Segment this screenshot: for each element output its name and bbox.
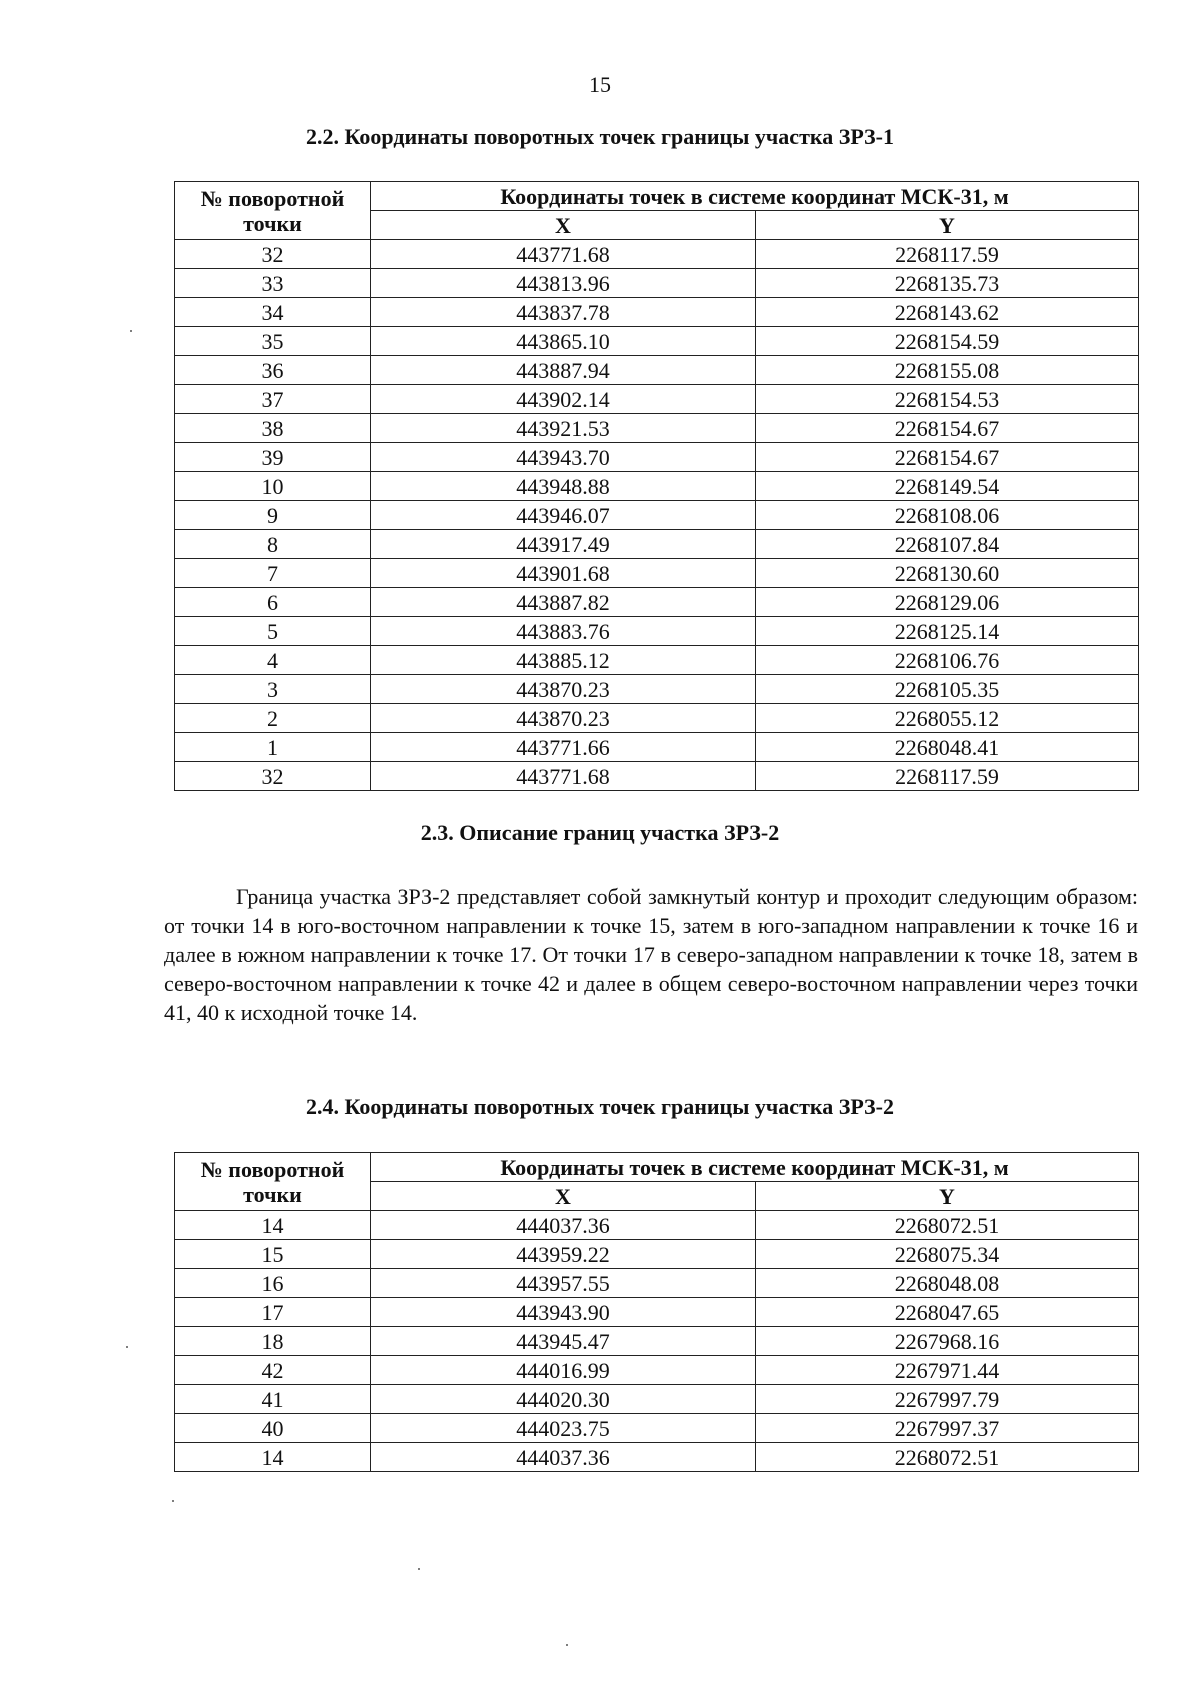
point-number-cell: 3 bbox=[175, 675, 371, 704]
x-coordinate-cell: 443948.88 bbox=[371, 472, 756, 501]
y-coordinate-cell: 2268047.65 bbox=[756, 1298, 1139, 1327]
table-row bbox=[175, 385, 1139, 414]
table-row bbox=[175, 1211, 1139, 1240]
y-coordinate-cell: 2268129.06 bbox=[756, 588, 1139, 617]
coordinates-table-zrz1 bbox=[174, 181, 1139, 791]
y-coordinate-cell: 2268055.12 bbox=[756, 704, 1139, 733]
y-coordinate-cell: 2268155.08 bbox=[756, 356, 1139, 385]
coordinates-header: Координаты точек в системе координат МСК-31, м bbox=[371, 182, 1139, 211]
x-coordinate-cell: 443887.94 bbox=[371, 356, 756, 385]
coordinates-table-zrz2 bbox=[174, 1152, 1139, 1472]
table-row bbox=[175, 617, 1139, 646]
table-row bbox=[175, 1240, 1139, 1269]
table-row bbox=[175, 1385, 1139, 1414]
table-row bbox=[175, 298, 1139, 327]
table-row bbox=[175, 1356, 1139, 1385]
point-number-cell: 34 bbox=[175, 298, 371, 327]
y-coordinate-cell: 2268143.62 bbox=[756, 298, 1139, 327]
x-coordinate-cell: 443870.23 bbox=[371, 704, 756, 733]
y-coordinate-cell: 2268105.35 bbox=[756, 675, 1139, 704]
y-coordinate-cell: 2268130.60 bbox=[756, 559, 1139, 588]
point-number-header: № поворотной точки bbox=[175, 182, 371, 240]
y-coordinate-cell: 2268117.59 bbox=[756, 762, 1139, 791]
x-coordinate-cell: 443771.68 bbox=[371, 762, 756, 791]
x-coordinate-cell: 444020.30 bbox=[371, 1385, 756, 1414]
point-number-cell: 32 bbox=[175, 240, 371, 269]
x-coordinate-cell: 443943.70 bbox=[371, 443, 756, 472]
x-header: X bbox=[371, 1182, 756, 1211]
point-number-cell: 40 bbox=[175, 1414, 371, 1443]
x-coordinate-cell: 443921.53 bbox=[371, 414, 756, 443]
table-row bbox=[175, 675, 1139, 704]
y-coordinate-cell: 2268125.14 bbox=[756, 617, 1139, 646]
table-row bbox=[175, 559, 1139, 588]
y-coordinate-cell: 2268135.73 bbox=[756, 269, 1139, 298]
table-row bbox=[175, 1414, 1139, 1443]
point-number-cell: 35 bbox=[175, 327, 371, 356]
x-coordinate-cell: 443959.22 bbox=[371, 1240, 756, 1269]
x-coordinate-cell: 443902.14 bbox=[371, 385, 756, 414]
table-row bbox=[175, 501, 1139, 530]
table-body-zrz1 bbox=[175, 240, 1139, 791]
y-header: Y bbox=[756, 1182, 1139, 1211]
x-coordinate-cell: 443957.55 bbox=[371, 1269, 756, 1298]
table-row bbox=[175, 530, 1139, 559]
point-number-cell: 9 bbox=[175, 501, 371, 530]
table-row bbox=[175, 240, 1139, 269]
point-number-cell: 33 bbox=[175, 269, 371, 298]
point-number-cell: 10 bbox=[175, 472, 371, 501]
point-number-cell: 38 bbox=[175, 414, 371, 443]
table-row bbox=[175, 1443, 1139, 1472]
y-coordinate-cell: 2267971.44 bbox=[756, 1356, 1139, 1385]
scan-speck bbox=[172, 1500, 174, 1502]
y-coordinate-cell: 2268072.51 bbox=[756, 1443, 1139, 1472]
table-row bbox=[175, 1269, 1139, 1298]
x-coordinate-cell: 444016.99 bbox=[371, 1356, 756, 1385]
y-coordinate-cell: 2268154.67 bbox=[756, 414, 1139, 443]
table-row bbox=[175, 1327, 1139, 1356]
table-row bbox=[175, 414, 1139, 443]
y-coordinate-cell: 2268108.06 bbox=[756, 501, 1139, 530]
table-row bbox=[175, 733, 1139, 762]
section-title-zrz2-coordinates: 2.4. Координаты поворотных точек границы участка ЗРЗ-2 bbox=[306, 1094, 894, 1119]
x-coordinate-cell: 443945.47 bbox=[371, 1327, 756, 1356]
y-coordinate-cell: 2268048.41 bbox=[756, 733, 1139, 762]
table-row bbox=[175, 1298, 1139, 1327]
y-header: Y bbox=[756, 211, 1139, 240]
x-coordinate-cell: 443883.76 bbox=[371, 617, 756, 646]
section-title-zrz1-coordinates: 2.2. Координаты поворотных точек границы участка ЗРЗ-1 bbox=[306, 124, 894, 149]
point-number-cell: 14 bbox=[175, 1443, 371, 1472]
table-row bbox=[175, 762, 1139, 791]
point-number-cell: 17 bbox=[175, 1298, 371, 1327]
point-number-cell: 16 bbox=[175, 1269, 371, 1298]
point-number-cell: 8 bbox=[175, 530, 371, 559]
point-number-cell: 36 bbox=[175, 356, 371, 385]
x-coordinate-cell: 443946.07 bbox=[371, 501, 756, 530]
x-coordinate-cell: 443771.66 bbox=[371, 733, 756, 762]
x-coordinate-cell: 444023.75 bbox=[371, 1414, 756, 1443]
x-header: X bbox=[371, 211, 756, 240]
scan-speck bbox=[126, 1346, 128, 1348]
point-number-cell: 39 bbox=[175, 443, 371, 472]
x-coordinate-cell: 443943.90 bbox=[371, 1298, 756, 1327]
point-number-cell: 42 bbox=[175, 1356, 371, 1385]
y-coordinate-cell: 2268107.84 bbox=[756, 530, 1139, 559]
x-coordinate-cell: 444037.36 bbox=[371, 1443, 756, 1472]
point-number-header: № поворотной точки bbox=[175, 1153, 371, 1211]
table-row bbox=[175, 704, 1139, 733]
scan-speck bbox=[566, 1644, 568, 1646]
scan-speck bbox=[418, 1568, 420, 1570]
x-coordinate-cell: 444037.36 bbox=[371, 1211, 756, 1240]
x-coordinate-cell: 443813.96 bbox=[371, 269, 756, 298]
x-coordinate-cell: 443771.68 bbox=[371, 240, 756, 269]
y-coordinate-cell: 2267997.37 bbox=[756, 1414, 1139, 1443]
point-number-cell: 32 bbox=[175, 762, 371, 791]
table-row bbox=[175, 588, 1139, 617]
y-coordinate-cell: 2268154.67 bbox=[756, 443, 1139, 472]
x-coordinate-cell: 443885.12 bbox=[371, 646, 756, 675]
point-number-cell: 2 bbox=[175, 704, 371, 733]
point-number-cell: 37 bbox=[175, 385, 371, 414]
scan-speck bbox=[130, 330, 132, 332]
table-row bbox=[175, 356, 1139, 385]
boundary-description-paragraph: Граница участка ЗРЗ-2 представляет собой замкнутый контур и проходит следующим образом: от точки 14 в юго-восточном направлении к точке 15, затем в юго-западном направлении к точке 16 и далее в южном направлении к точке 17. От точки 17 в северо-западном направлении к точке 18, затем в северо-восточном направлении к точке 42 и далее в общем северо-восточном направлении через точки 41, 40 к исходной точке 14. bbox=[164, 884, 1138, 1025]
y-coordinate-cell: 2268048.08 bbox=[756, 1269, 1139, 1298]
point-number-cell: 18 bbox=[175, 1327, 371, 1356]
table-row bbox=[175, 472, 1139, 501]
section-title-zrz2-description: 2.3. Описание границ участка ЗРЗ-2 bbox=[420, 820, 780, 845]
point-number-cell: 4 bbox=[175, 646, 371, 675]
y-coordinate-cell: 2268149.54 bbox=[756, 472, 1139, 501]
coordinates-header: Координаты точек в системе координат МСК-31, м bbox=[371, 1153, 1139, 1182]
y-coordinate-cell: 2268154.59 bbox=[756, 327, 1139, 356]
point-number-cell: 15 bbox=[175, 1240, 371, 1269]
x-coordinate-cell: 443837.78 bbox=[371, 298, 756, 327]
point-number-cell: 7 bbox=[175, 559, 371, 588]
y-coordinate-cell: 2268075.34 bbox=[756, 1240, 1139, 1269]
y-coordinate-cell: 2268106.76 bbox=[756, 646, 1139, 675]
point-number-cell: 41 bbox=[175, 1385, 371, 1414]
table-row bbox=[175, 327, 1139, 356]
x-coordinate-cell: 443901.68 bbox=[371, 559, 756, 588]
y-coordinate-cell: 2267968.16 bbox=[756, 1327, 1139, 1356]
y-coordinate-cell: 2268072.51 bbox=[756, 1211, 1139, 1240]
point-number-cell: 1 bbox=[175, 733, 371, 762]
y-coordinate-cell: 2267997.79 bbox=[756, 1385, 1139, 1414]
x-coordinate-cell: 443865.10 bbox=[371, 327, 756, 356]
x-coordinate-cell: 443887.82 bbox=[371, 588, 756, 617]
x-coordinate-cell: 443917.49 bbox=[371, 530, 756, 559]
point-number-cell: 5 bbox=[175, 617, 371, 646]
table-row bbox=[175, 646, 1139, 675]
table-body-zrz2 bbox=[175, 1211, 1139, 1472]
point-number-cell: 14 bbox=[175, 1211, 371, 1240]
y-coordinate-cell: 2268154.53 bbox=[756, 385, 1139, 414]
table-row bbox=[175, 443, 1139, 472]
x-coordinate-cell: 443870.23 bbox=[371, 675, 756, 704]
page-number: 15 bbox=[589, 72, 611, 97]
table-row bbox=[175, 269, 1139, 298]
point-number-cell: 6 bbox=[175, 588, 371, 617]
y-coordinate-cell: 2268117.59 bbox=[756, 240, 1139, 269]
